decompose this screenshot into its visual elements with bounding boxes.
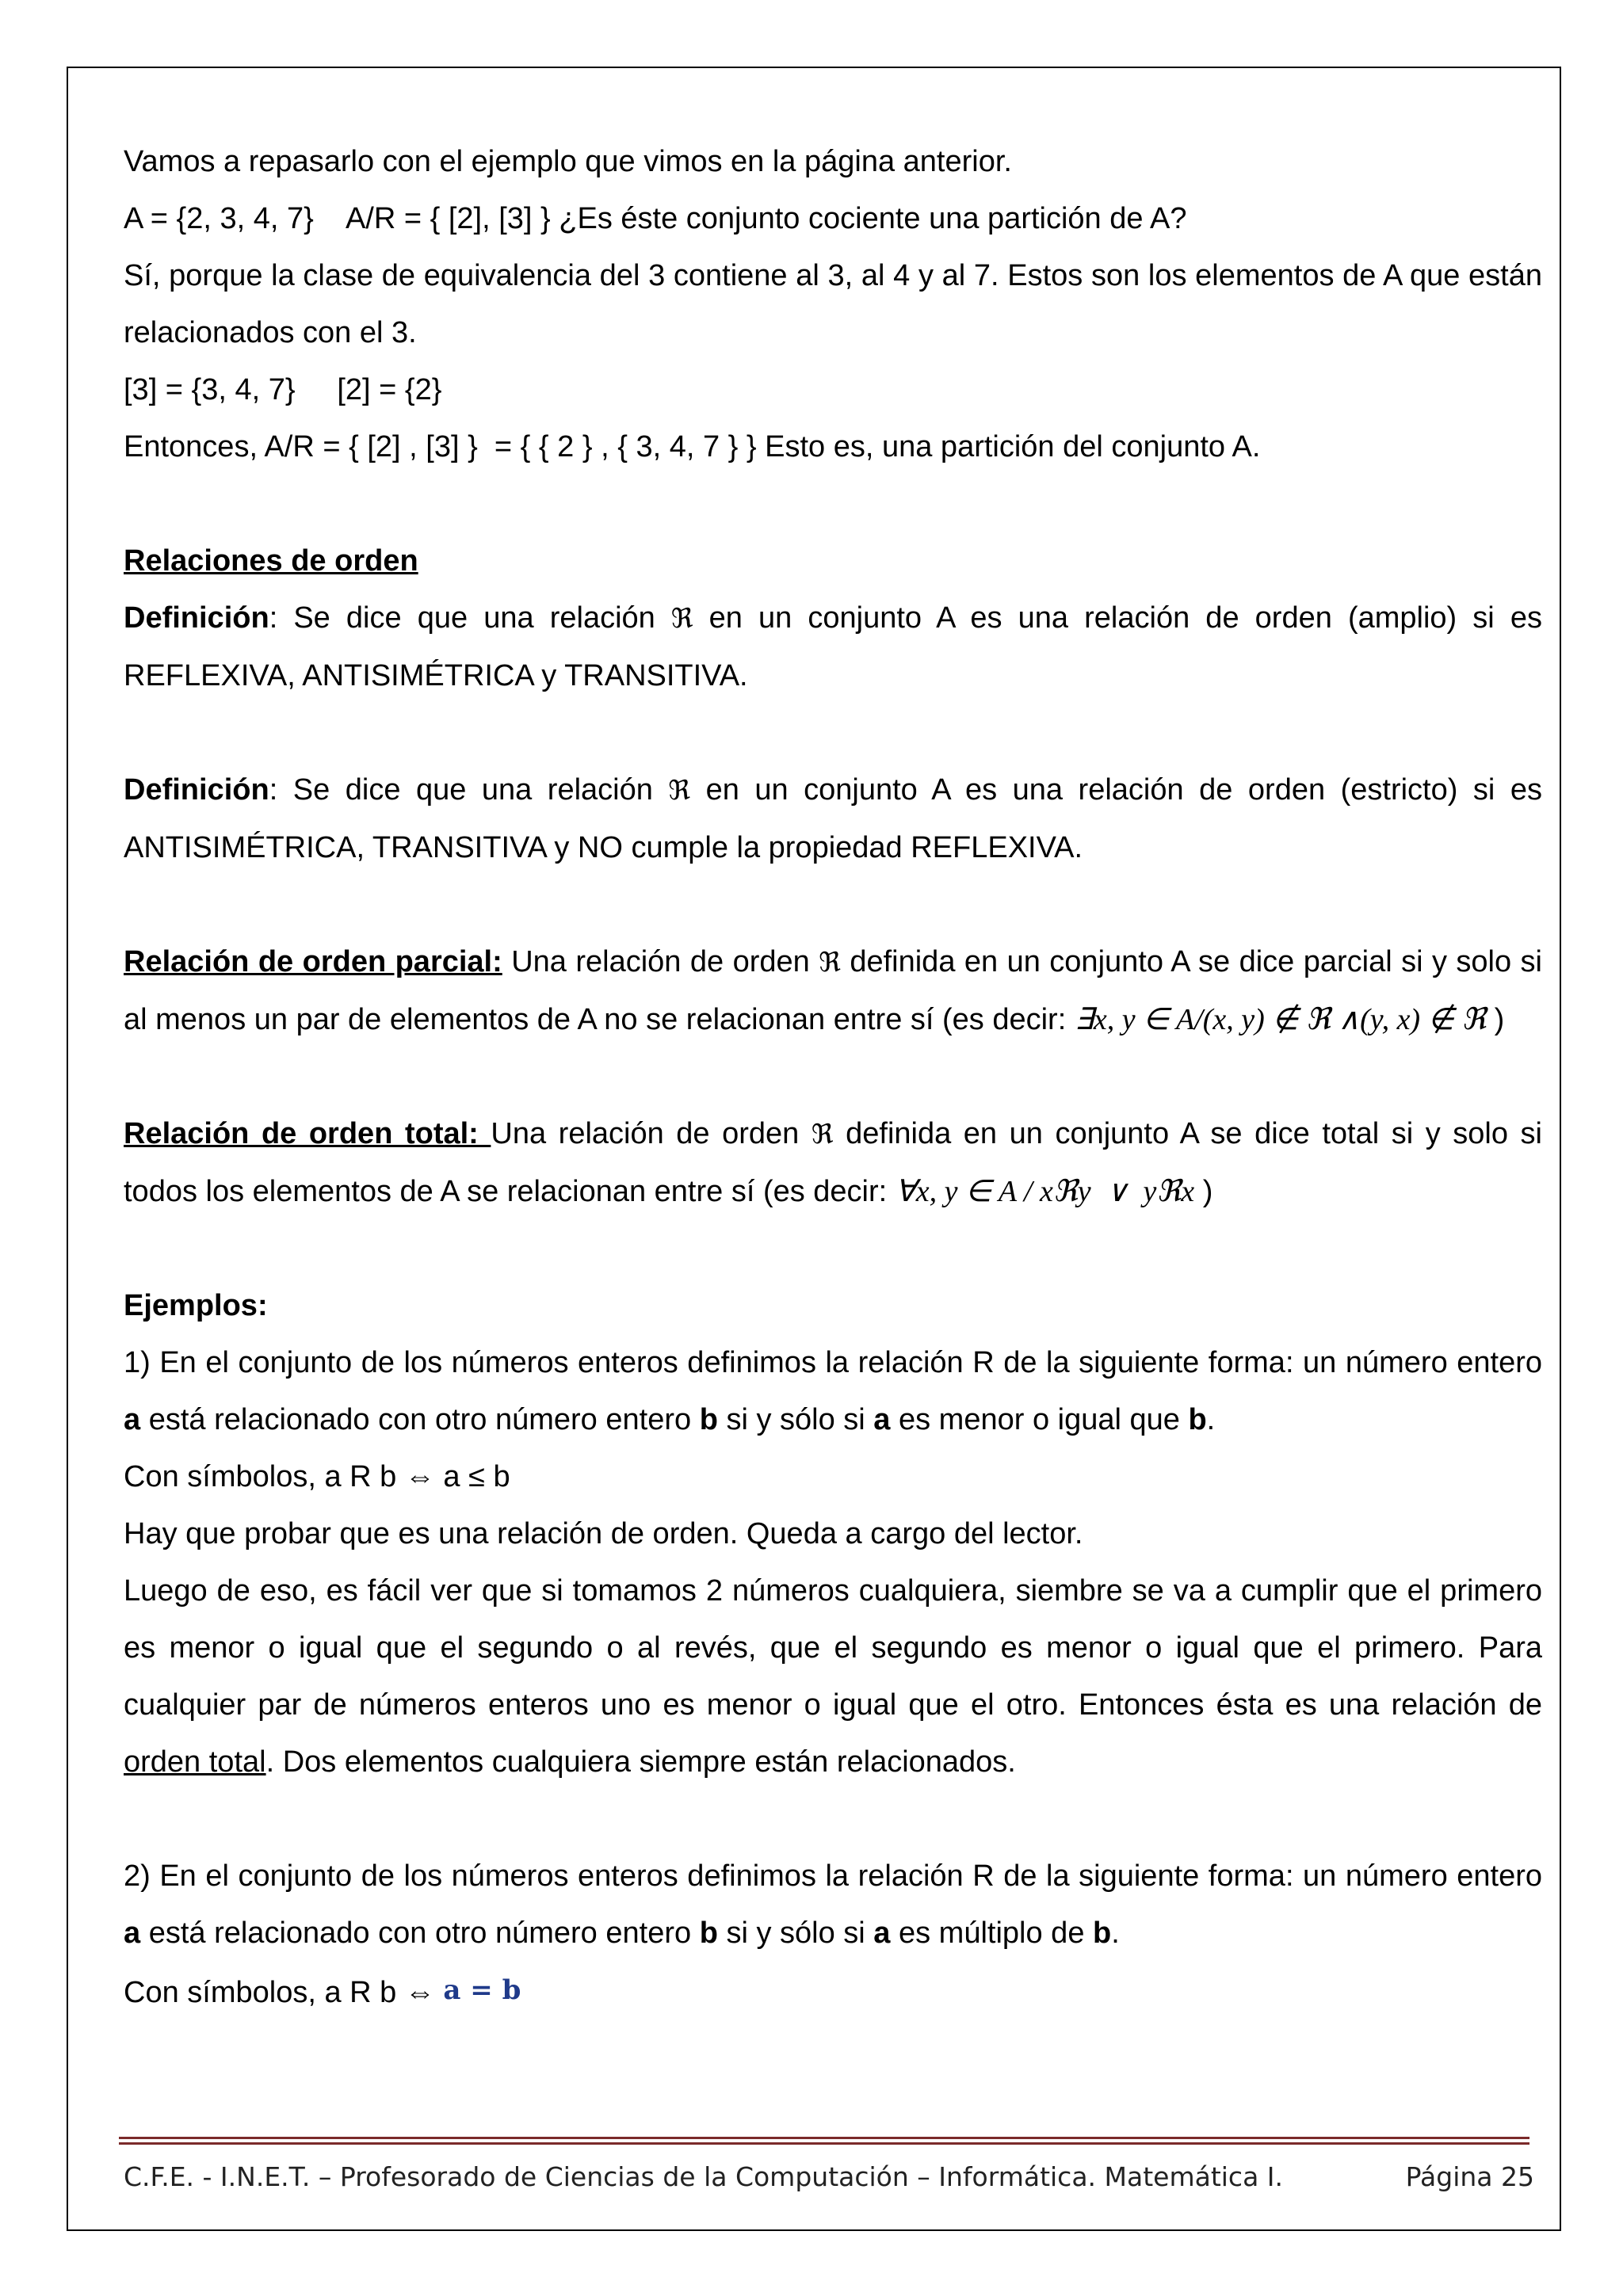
paragraph-intro: Vamos a repasarlo con el ejemplo que vimos en la página anterior.: [124, 145, 1012, 178]
heading-ejemplos: Ejemplos:: [124, 1289, 268, 1322]
relation-symbol: ℜ: [811, 1119, 834, 1150]
example-1-symbols: Con símbolos, a R b ⇔ a ≤ b: [124, 1460, 510, 1493]
page-content: [124, 133, 1542, 2021]
paragraph-partition: Entonces, A/R = { [2] , [3] } = { { 2 } , { 3, 4, 7 } } Esto es, una partición del conjunto A.: [124, 430, 1261, 463]
footer-page-number: Página 25: [1405, 2161, 1534, 2192]
orden-total-link: orden total: [124, 1745, 266, 1779]
equation-image: a = b: [443, 1974, 521, 2006]
definition-label: Definición: [124, 601, 269, 635]
footer-rule: [119, 2137, 1529, 2145]
example-1-proof: Hay que probar que es una relación de orden. Queda a cargo del lector.: [124, 1517, 1083, 1550]
paragraph-classes: [3] = {3, 4, 7} [2] = {2}: [124, 373, 442, 406]
formula-parcial: ∃x, y ∈ A/(x, y) ∉ ℜ ∧(y, x) ∉ ℜ: [1074, 1003, 1487, 1036]
example-2-statement: 2) En el conjunto de los números enteros definimos la relación R de la siguiente forma: un número entero a está relacionado con otro número entero b si y sólo si a es múltiplo de b.: [124, 1859, 1542, 1950]
relation-symbol: ℜ: [670, 603, 693, 635]
heading-orden-parcial: Relación de orden parcial:: [124, 945, 502, 978]
heading-relaciones-orden: Relaciones de orden: [124, 544, 418, 578]
definition-label: Definición: [124, 773, 269, 807]
page-footer: [124, 2153, 1534, 2201]
definition-orden-amplio: Definición: Se dice que una relación ℜ en un conjunto A es una relación de orden (amplio) si es REFLEXIVA, ANTISIMÉTRICA y TRANSITIVA.: [124, 601, 1542, 692]
relation-symbol: ℜ: [668, 775, 691, 807]
definition-orden-total: Relación de orden total: Una relación de orden ℜ definida en un conjunto A se dice total si y solo si todos los elementos de A se relacionan entre sí (es decir: ∀x, y ∈ A / xℜy ∨ yℜx ): [124, 1117, 1542, 1208]
example-1-explanation: Luego de eso, es fácil ver que si tomamos 2 números cualquiera, siembre se va a cumplir que el primero es menor o igual que el segundo o al revés, que el segundo es menor o igual que el primero. Para cualquier par de números enteros uno es menor o igual que el otro. Entonces ésta es una relación de orden total. Dos elementos cualquiera siempre están relacionados.: [124, 1574, 1542, 1779]
paragraph-equivalence: Sí, porque la clase de equivalencia del 3 contiene al 3, al 4 y al 7. Estos son los elementos de A que están relacionados con el 3.: [124, 259, 1542, 349]
footer-course: C.F.E. - I.N.E.T. – Profesorado de Ciencias de la Computación – Informática. Matemática I.: [124, 2161, 1284, 2192]
definition-orden-estricto: Definición: Se dice que una relación ℜ en un conjunto A es una relación de orden (estricto) si es ANTISIMÉTRICA, TRANSITIVA y NO cumple la propiedad REFLEXIVA.: [124, 773, 1542, 864]
paragraph-sets: A = {2, 3, 4, 7} A/R = { [2], [3] } ¿Es éste conjunto cociente una partición de A?: [124, 202, 1187, 235]
example-1-statement: 1) En el conjunto de los números enteros definimos la relación R de la siguiente forma: un número entero a está relacionado con otro número entero b si y sólo si a es menor o igual que b.: [124, 1346, 1542, 1436]
example-2-symbols: Con símbolos, a R b ⇔ a = b: [124, 1974, 521, 2009]
heading-orden-total: Relación de orden total:: [124, 1117, 491, 1150]
definition-orden-parcial: Relación de orden parcial: Una relación de orden ℜ definida en un conjunto A se dice parcial si y solo si al menos un par de elementos de A no se relacionan entre sí (es decir: ∃x, y ∈ A/(x, y) ∉ ℜ ∧(y, x) ∉ ℜ ): [124, 945, 1543, 1036]
relation-symbol: ℜ: [819, 947, 841, 978]
formula-total: ∀x, y ∈ A / xℜy ∨ yℜx: [895, 1175, 1195, 1208]
